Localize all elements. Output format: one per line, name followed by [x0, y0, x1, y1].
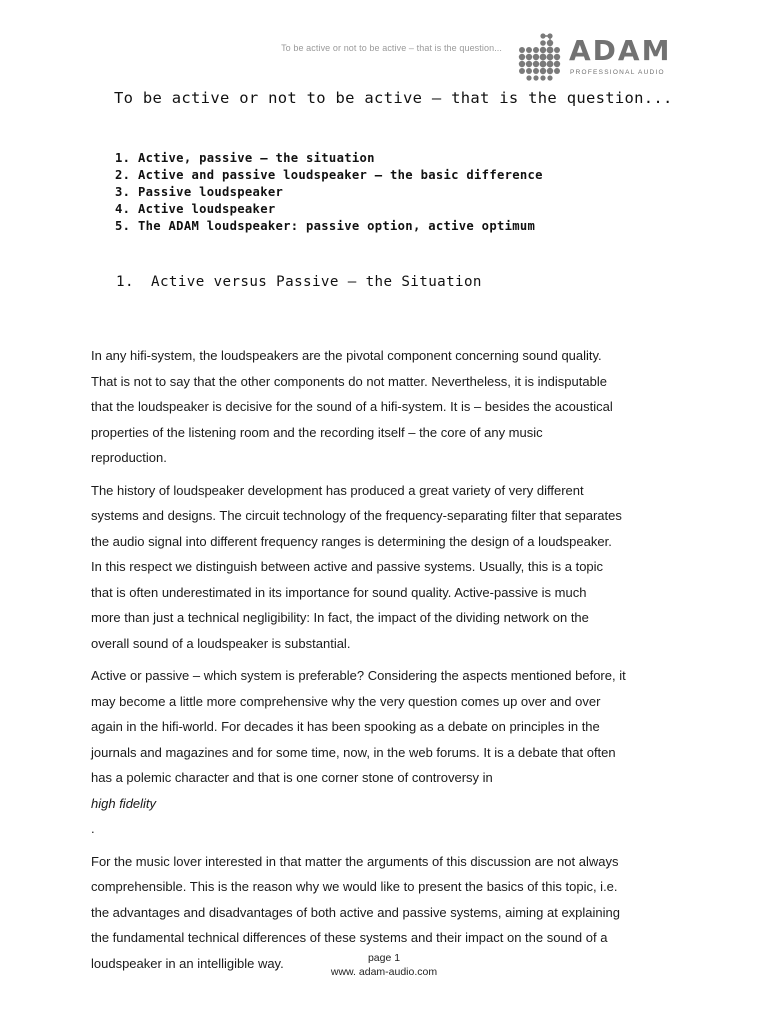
emphasis: high fidelity — [91, 795, 157, 811]
logo-dot — [540, 54, 547, 61]
logo-dot — [533, 61, 539, 67]
logo-dot — [540, 40, 546, 46]
text-line: the audio signal into different frequency ranges is determining the design of a loudspeaker. — [91, 533, 612, 549]
text-line: that the loudspeaker is decisive for the sound of a hifi-system. It is – besides the acoustical — [91, 399, 613, 414]
paragraph — [91, 343, 683, 471]
running-header-title: To be active or not to be active – that is the question... — [281, 43, 502, 53]
paragraph — [91, 663, 683, 842]
text-line: properties of the listening room and the recording itself – the core of any music — [91, 424, 543, 440]
text-line: In any hifi-system, the loudspeakers are the pivotal component concerning sound quality. — [91, 348, 602, 363]
logo-dot — [526, 68, 532, 74]
body-text — [91, 343, 683, 983]
section-number: 1. — [116, 274, 134, 290]
toc-item-label: Active, passive – the situation — [138, 151, 375, 165]
toc-item — [115, 184, 543, 201]
page-number: page 1 — [367, 952, 401, 964]
toc-item-label: Active loudspeaker — [138, 202, 276, 216]
website-link: www. adam-audio.com — [330, 966, 438, 978]
logo-dot — [526, 75, 531, 80]
page-footer — [0, 951, 768, 979]
text-line: that is often underestimated in its importance for sound quality. Active-passive is much — [91, 584, 587, 600]
text-line — [91, 765, 683, 842]
text-line: That is not to say that the other components do not matter. Nevertheless, it is indisputable — [91, 373, 607, 389]
toc-item-label: The ADAM loudspeaker: passive option, active optimum — [138, 219, 536, 233]
logo-dot — [547, 75, 552, 80]
toc-item-label: Active and passive loudspeaker – the basic difference — [138, 168, 543, 182]
toc-item-number: 2. — [115, 168, 131, 182]
text-line: overall sound of a loudspeaker is substantial. — [91, 635, 351, 651]
toc-item — [115, 167, 543, 184]
table-of-contents — [115, 150, 543, 235]
section-heading — [116, 274, 482, 290]
text-line: In this respect we distinguish between active and passive systems. Usually, this is a topic — [91, 559, 604, 574]
logo-dot — [526, 47, 532, 53]
adam-logo — [516, 32, 676, 82]
logo-dot — [554, 47, 560, 53]
text-line: the advantages and disadvantages of both active and passive systems, aiming at explaining — [91, 904, 621, 920]
text-fragment: . — [91, 821, 95, 836]
logo-dot — [554, 68, 560, 74]
logo-dot — [533, 75, 538, 80]
logo-dot — [519, 68, 525, 74]
paragraph — [91, 478, 683, 657]
toc-item-number: 5. — [115, 219, 131, 233]
document-title: To be active or not to be active – that is the question... — [114, 89, 673, 107]
section-title: Active versus Passive – the Situation — [151, 274, 482, 290]
logo-dot — [526, 61, 532, 67]
text-line: more than just a technical negligibility: In fact, the impact of the dividing network on the — [91, 610, 589, 625]
logo-dot — [519, 47, 525, 53]
logo-dot — [533, 47, 539, 53]
text-line: may become a little more comprehensive why the very question comes up over and over — [91, 693, 601, 709]
toc-item-number: 4. — [115, 202, 131, 216]
toc-item-number: 3. — [115, 185, 131, 199]
logo-dot — [547, 68, 553, 74]
text-line: The history of loudspeaker development has produced a great variety of very different — [91, 482, 584, 498]
toc-item — [115, 218, 543, 235]
logo-dot — [540, 75, 545, 80]
logo-dot — [526, 54, 532, 60]
logo-dot — [540, 61, 547, 68]
logo-dot — [540, 47, 546, 53]
adam-logo-mark-icon — [516, 32, 562, 82]
toc-item — [115, 201, 543, 218]
text-line: For the music lover interested in that matter the arguments of this discussion are not always — [91, 853, 619, 869]
logo-dot — [519, 54, 525, 60]
logo-dot — [547, 47, 554, 54]
text-line: systems and designs. The circuit technology of the frequency-separating filter that separates — [91, 508, 622, 523]
logo-dot — [533, 54, 539, 60]
logo-dot — [547, 61, 554, 68]
text-line: reproduction. — [91, 450, 167, 465]
logo-dot — [519, 61, 525, 67]
toc-item — [115, 150, 543, 167]
logo-wordmark: ADAM — [569, 34, 672, 67]
text-fragment: has a polemic character and that is one corner stone of controversy in — [91, 770, 493, 785]
logo-subtitle: PROFESSIONAL AUDIO — [570, 69, 665, 76]
logo-dot — [540, 68, 546, 74]
text-line: loudspeaker in an intelligible way. — [91, 955, 284, 971]
text-line: the fundamental technical differences of these systems and their impact on the sound of a — [91, 930, 608, 945]
logo-dot — [533, 68, 539, 74]
toc-item-number: 1. — [115, 151, 131, 165]
text-line: again in the hifi-world. For decades it has been spooking as a debate on principles in the — [91, 719, 600, 734]
text-line: journals and magazines and for some time, now, in the web forums. It is a debate that often — [91, 744, 616, 760]
logo-dot — [547, 54, 554, 61]
toc-item-label: Passive loudspeaker — [138, 185, 284, 199]
text-line: Active or passive – which system is preferable? Considering the aspects mentioned before, it — [91, 668, 626, 683]
logo-dot — [554, 61, 560, 67]
logo-dot — [554, 54, 560, 60]
text-line: comprehensible. This is the reason why we would like to present the basics of this topic, i.e. — [91, 879, 618, 894]
